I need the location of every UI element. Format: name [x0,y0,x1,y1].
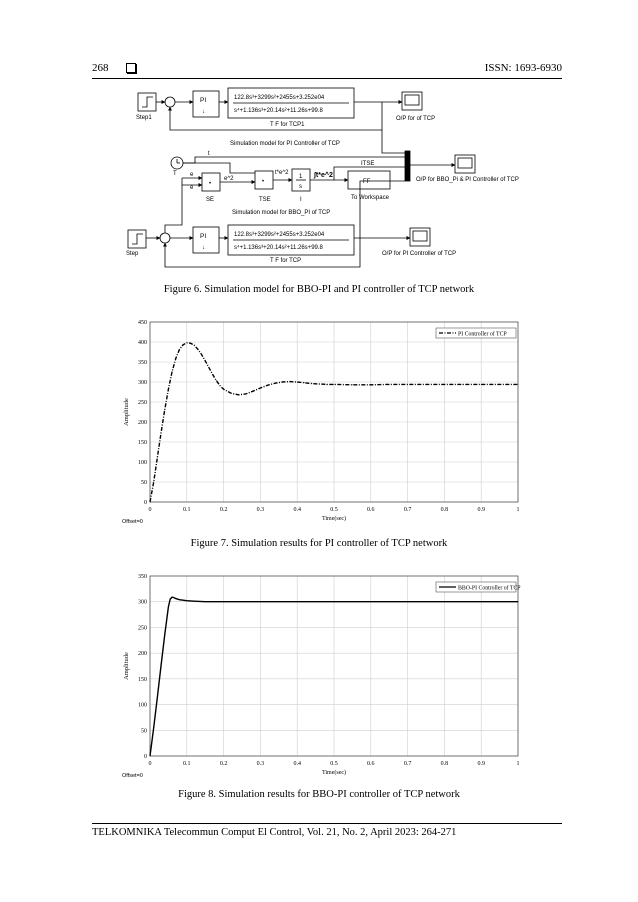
sum1-minus: - [166,96,168,102]
fig7-ytick-label: 450 [138,320,147,326]
fig8-xtick-label: 1 [516,761,520,767]
fig8-xtick-label: 0.3 [256,761,265,767]
fig7-xtick-label: 0.2 [219,507,228,513]
op-pi-label: O/P for PI Controller of TCP [382,251,457,257]
header-rule [92,78,562,79]
fig8-data-point [407,601,408,602]
fig7-data-point [481,384,482,385]
fig7-xtick-label: 1 [516,507,520,513]
fig8-data-point [260,601,261,602]
fig8-ytick-label: 350 [138,574,147,580]
fig8-offset-label: Offset=0 [122,773,143,779]
fig7-data-point [499,384,500,385]
fig7-data-point [426,384,427,385]
fig8-xtick-label: 0.2 [219,761,228,767]
fig8-data-point [194,601,195,602]
pi2-label: PI [200,233,207,240]
fig8-xtick-label: 0.1 [183,761,191,767]
fig8-xtick-label: 0.4 [293,761,301,767]
fig8-data-point [481,601,482,602]
fig7-legend-label: PI Controller of TCP [458,331,507,338]
fig8-data-point [168,607,169,608]
fig7-data-point [172,371,173,372]
fig8-data-point [444,601,445,602]
fig7-xtick-label: 0.9 [477,507,485,513]
header-square-icon [126,63,136,73]
fig8-data-point [370,601,371,602]
simulink-diagram [120,85,530,270]
fig7-xtick-label: 0.5 [330,507,338,513]
figure8-caption: Figure 8. Simulation results for BBO-PI controller of TCP network [178,789,460,800]
fig8-xtick-label: 0 [148,761,152,767]
fig7-data-point [304,382,305,383]
fig7-data-point [190,343,191,344]
fig7-ytick-label: 300 [138,380,147,386]
fig8-data-point [174,597,175,598]
issn: ISSN: 1693-6930 [484,62,562,74]
fig7-xtick-label: 0 [148,507,152,513]
fig7-ytick-label: 250 [138,400,147,406]
fig7-xtick-label: 0.1 [183,507,191,513]
fig7-data-point [444,384,445,385]
figure7-caption: Figure 7. Simulation results for PI controller of TCP network [190,538,448,549]
tse-dot: • [262,179,265,185]
tf2-label: T F for TCP [270,258,302,264]
fig7-ytick-label: 150 [138,440,147,446]
fig8-data-point [161,666,162,667]
tse-label: TSE [259,197,271,203]
fig8-data-point [205,601,206,602]
fig7-offset-label: Offset=0 [122,519,143,525]
fig8-data-point [334,601,335,602]
fig8-ytick-label: 150 [138,676,147,683]
fig7-data-point [153,482,154,483]
se-dot: • [209,181,212,187]
fig7-data-point [389,384,390,385]
fig7-data-point [157,457,158,458]
fig7-data-point [289,381,290,382]
fig8-xtick-label: 0.6 [367,761,375,767]
tf2-denominator: s⁴+1.136s³+20.14s²+11.26s+99.8 [234,245,323,251]
step-label: Step [126,251,139,257]
fig7-xlabel: Time(sec) [321,516,347,522]
fig7-ytick-label: 350 [138,360,147,366]
int-den: s [299,184,302,190]
op-bbo-label: O/P for BBO_Pi & PI Controller of TCP [416,177,519,183]
fig8-xtick-label: 0.7 [403,761,412,767]
tf1-label: T F for TCP1 [270,122,305,128]
fig7-data-point [212,374,213,375]
step1-label: Step1 [136,115,152,121]
tf1-numerator: 122.8s³+3299s²+2455s+3.252e04 [234,95,325,101]
sum2-minus: - [161,232,163,238]
int-expr: ∫t*e^2 [314,172,333,179]
fig8-ytick-label: 200 [138,651,147,658]
int-label: I [300,197,302,203]
mux-block [405,151,410,181]
fig7-data-point [179,349,180,350]
fig7-data-point [260,388,261,389]
fig8-xlabel: Time(sec) [321,770,347,776]
fig8-data-point [157,697,158,698]
fig7-xtick-label: 0.7 [403,507,412,513]
e-label-1: e [190,172,194,178]
itse-label: ITSE [361,161,375,167]
fig7-data-point [205,360,206,361]
e-label-2: e [190,185,194,191]
fig7-ytick-label: 100 [138,460,147,466]
fig7-ytick-label: 0 [144,500,147,506]
fig8-legend-label: BBO-PI Controller of TCP [458,585,521,592]
fig7-data-point [164,410,165,411]
fig7-xtick-label: 0.8 [440,507,449,513]
figure6-caption: Figure 6. Simulation model for BBO-PI and PI controller of TCP network [163,284,475,295]
figure7-chart [110,312,530,527]
pi1-label: PI [200,97,207,104]
fig7-data-point [462,384,463,385]
tf1-denominator: s⁴+1.136s³+20.14s²+11.26s+99.8 [234,108,323,114]
op-tcp-top-label: O/P for of TCP [396,116,436,122]
fig7-data-point [209,367,210,368]
fig8-data-point [183,600,184,601]
fig7-data-point [319,384,320,385]
fig8-xtick-label: 0.8 [440,761,449,767]
fig7-data-point [161,433,162,434]
fig8-ytick-label: 50 [141,728,147,735]
fig8-data-point [186,600,187,601]
fig7-data-point [197,349,198,350]
fig7-data-point [297,382,298,383]
sim-pi-label: Simulation model for PI Controller of TCP [230,141,340,147]
fig7-data-point [238,394,239,395]
fig7-data-point [220,385,221,386]
fig7-data-point [334,384,335,385]
fig7-data-point [370,384,371,385]
fig8-xtick-label: 0.5 [330,761,338,767]
fig8-data-point [153,727,154,728]
fig7-xtick-label: 0.4 [293,507,301,513]
fig8-data-point [179,599,180,600]
fig7-data-point [282,382,283,383]
workspace-label: To Workspace [351,195,389,201]
sim-bbo-label: Simulation model for BBO_PI of TCP [232,210,331,216]
fig8-ylabel: Amplitude [123,652,130,680]
fig7-data-point [253,391,254,392]
t-label: t [208,151,210,157]
fig7-ytick-label: 200 [138,420,147,426]
fig7-data-point [175,358,176,359]
se-label: SE [206,197,215,203]
fig8-ytick-label: 300 [138,599,147,606]
fig7-data-point [326,384,327,385]
fig7-data-point [186,342,187,343]
pi2-sub: ↓ [202,245,205,251]
fig7-data-point [352,384,353,385]
fig8-data-point [223,601,224,602]
fig7-xtick-label: 0.3 [256,507,265,513]
fig8-data-point [150,756,151,757]
fig7-data-point [168,389,169,390]
fig8-data-point [170,599,171,600]
tf2-numerator: 122.8s³+3299s²+2455s+3.252e04 [234,232,325,238]
fig7-ylabel: Amplitude [123,398,130,426]
footer-rule [92,823,562,824]
fig8-data-point [172,597,173,598]
fig8-data-point [518,601,519,602]
footer-text: TELKOMNIKA Telecommun Comput El Control, Vol. 21, No. 2, April 2023: 264-271 [92,827,457,838]
fig8-data-point [164,635,165,636]
fig8-xtick-label: 0.9 [477,761,485,767]
fig7-data-point [194,345,195,346]
int-num: 1 [299,174,303,180]
te2-label: t*e^2 [275,170,289,176]
fig7-data-point [223,389,224,390]
fig7-xtick-label: 0.6 [367,507,375,513]
fig8-data-point [297,601,298,602]
fig7-data-point [150,502,151,503]
fig7-ytick-label: 400 [138,340,147,346]
fig7-data-point [183,344,184,345]
figure8-chart [110,566,530,781]
fig7-data-point [407,384,408,385]
e2-label: e^2 [224,176,234,182]
page-number: 268 [92,62,109,74]
fig8-ytick-label: 0 [144,754,147,760]
ff-label: FF [363,179,371,185]
fig8-data-point [175,598,176,599]
fig7-data-point [312,383,313,384]
clock-label: T [173,171,177,177]
fig7-data-point [518,384,519,385]
fig7-data-point [245,394,246,395]
fig7-ytick-label: 50 [141,480,147,486]
fig8-ytick-label: 100 [138,702,147,709]
fig8-ytick-label: 250 [138,625,147,632]
fig7-data-point [275,383,276,384]
pi1-block [193,91,219,117]
fig7-data-point [216,380,217,381]
fig7-data-point [267,385,268,386]
pi2-block [193,227,219,253]
fig7-data-point [201,354,202,355]
pi1-sub: ↓ [202,109,205,115]
fig7-data-point [231,393,232,394]
